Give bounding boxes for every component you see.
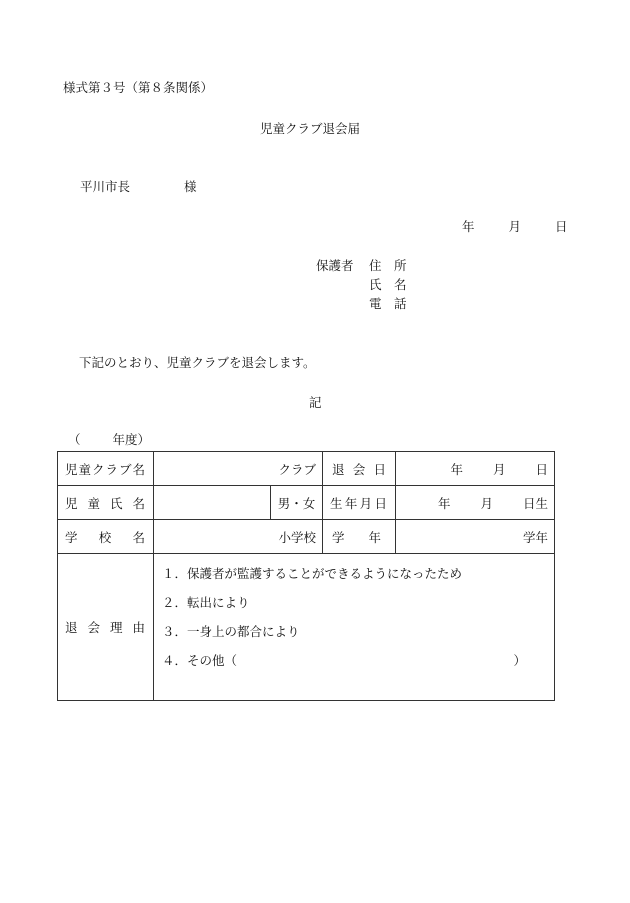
school-name-field[interactable] xyxy=(154,520,323,554)
reason-option-2[interactable]: ２．転出により xyxy=(162,595,250,610)
child-name-field[interactable] xyxy=(154,486,271,520)
fiscal-year-label: 年度） xyxy=(112,432,151,447)
grade-suffix: 学年 xyxy=(523,529,549,545)
withdrawal-month: 月 xyxy=(492,461,506,477)
withdrawal-date-label: 退会日 xyxy=(323,452,396,486)
withdrawal-form-table xyxy=(57,451,555,701)
club-name-field[interactable] xyxy=(154,452,323,486)
birth-month: 月 xyxy=(480,495,493,511)
birth-year: 年 xyxy=(437,495,451,511)
date-year: 年 xyxy=(462,219,475,234)
birthdate-field[interactable] xyxy=(396,486,555,520)
guardian-name-label: 氏 名 xyxy=(369,277,407,292)
submission-date xyxy=(462,221,568,234)
table-row xyxy=(58,486,555,520)
grade-label: 学年 xyxy=(323,520,396,554)
form-number: 様式第３号（第８条関係） xyxy=(63,80,214,95)
withdrawal-year: 年 xyxy=(450,461,463,477)
guardian-phone-label: 電 話 xyxy=(369,296,407,311)
date-month: 月 xyxy=(508,219,522,234)
fiscal-year-line xyxy=(68,434,150,447)
reason-option-4[interactable] xyxy=(160,653,548,682)
table-row xyxy=(58,554,555,701)
withdrawal-day: 日 xyxy=(535,461,549,477)
club-suffix: クラブ xyxy=(278,461,317,477)
birthdate-label: 生年月日 xyxy=(323,486,396,520)
gender-select[interactable]: 男・女 xyxy=(271,486,323,520)
fiscal-year-open: （ xyxy=(68,432,81,447)
ki-heading: 記 xyxy=(309,395,322,410)
date-day: 日 xyxy=(555,219,568,234)
school-suffix: 小学校 xyxy=(278,529,317,545)
grade-field[interactable] xyxy=(396,520,555,554)
addressee-honorific: 様 xyxy=(184,179,197,194)
body-text: 下記のとおり、児童クラブを退会します。 xyxy=(79,355,316,370)
reason-option-1[interactable]: １．保護者が監護することができるようになったため xyxy=(162,566,463,581)
birth-day: 日生 xyxy=(523,495,549,511)
reason-field xyxy=(154,554,555,701)
table-row xyxy=(58,452,555,486)
club-name-label: 児童クラブ名 xyxy=(58,452,154,486)
reason-other-label: ４．その他（ xyxy=(162,653,238,668)
reason-option-3[interactable]: ３．一身上の都合により xyxy=(162,624,300,639)
reason-label: 退会理由 xyxy=(58,554,154,701)
guardian-address-label: 住 所 xyxy=(369,258,407,273)
addressee-name: 平川市長 xyxy=(80,179,131,194)
withdrawal-date-field[interactable] xyxy=(396,452,555,486)
child-name-label: 児童氏名 xyxy=(58,486,154,520)
reason-other-close: ） xyxy=(513,653,527,668)
table-row xyxy=(58,520,555,554)
school-name-label: 学校名 xyxy=(58,520,154,554)
document-title: 児童クラブ退会届 xyxy=(260,121,361,136)
guardian-label: 保護者 xyxy=(316,258,354,273)
